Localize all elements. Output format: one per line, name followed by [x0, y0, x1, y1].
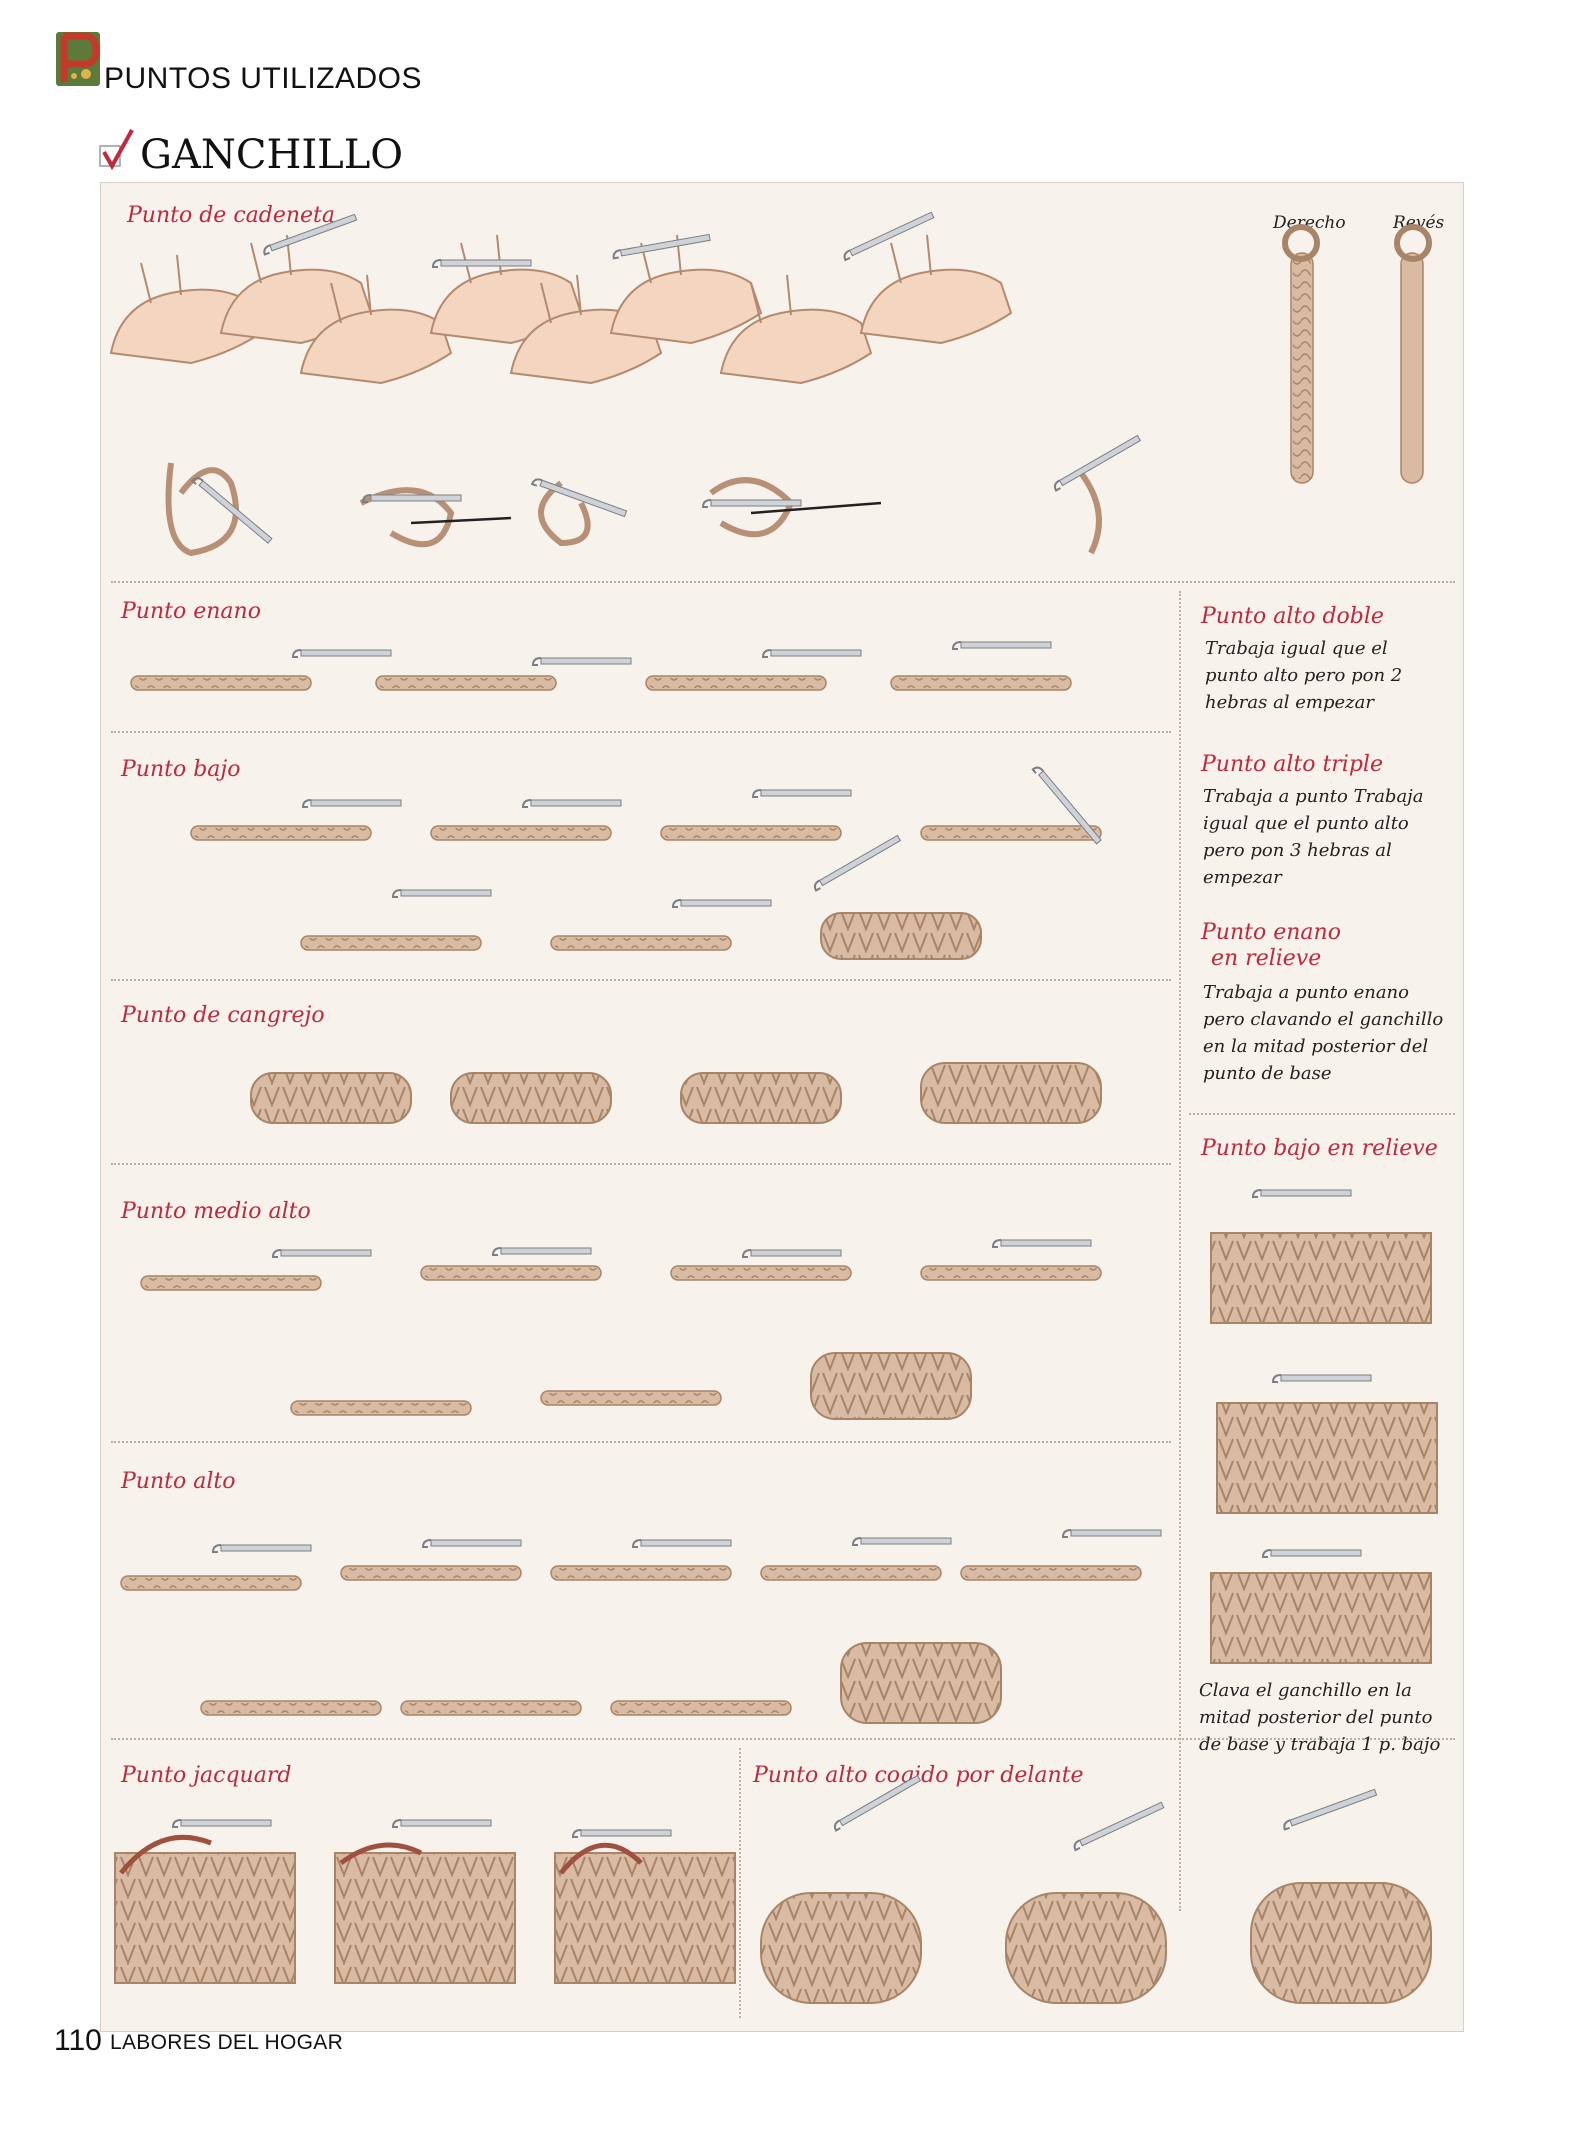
- magazine-name: LABORES DEL HOGAR: [110, 2031, 344, 2054]
- label-punto-enano: Punto enano: [121, 599, 261, 624]
- cadeneta-step-4: [721, 212, 1011, 383]
- label-reves: Revés: [1393, 213, 1445, 233]
- checkmark-icon: [96, 128, 140, 174]
- stitch-panel: [100, 182, 1464, 2032]
- label-punto-bajo: Punto bajo: [121, 757, 241, 782]
- label-punto-cangrejo: Punto de cangrejo: [121, 1003, 325, 1028]
- sidebar-title-enano-relieve-1: Punto enano: [1201, 920, 1341, 945]
- sidebar-text-alto-triple: Trabaja a punto Trabaja igual que el punto alto pero pon 3 hebras al empezar: [1203, 786, 1424, 888]
- label-punto-medio-alto: Punto medio alto: [121, 1199, 311, 1224]
- sidebar-title-alto-triple: Punto alto triple: [1201, 752, 1383, 777]
- sidebar-title-bajo-relieve: Punto bajo en relieve: [1201, 1136, 1438, 1161]
- sidebar-title-alto-doble: Punto alto doble: [1201, 604, 1384, 629]
- sidebar-title-enano-relieve-2: en relieve: [1211, 946, 1322, 971]
- sidebar-text-alto-doble: Trabaja igual que el punto alto pero pon 2 hebras al empezar: [1205, 638, 1403, 713]
- section-subtitle: GANCHILLO: [140, 132, 404, 178]
- stitch-illustrations: [101, 183, 1463, 2031]
- sidebar-text-enano-relieve: Trabaja a punto enano pero clavando el ganchillo en la mitad posterior del punto de base: [1203, 982, 1444, 1084]
- label-punto-jacquard: Punto jacquard: [121, 1763, 292, 1788]
- sidebar-caption-bajo-relieve: Clava el ganchillo en la mitad posterior del punto de base y trabaja 1 p. bajo: [1199, 1680, 1441, 1755]
- page-title: PUNTOS UTILIZADOS: [104, 62, 422, 95]
- label-derecho: Derecho: [1273, 213, 1346, 233]
- label-punto-cadeneta: Punto de cadeneta: [127, 203, 336, 228]
- label-punto-alto: Punto alto: [121, 1469, 236, 1494]
- ornamental-initial-logo: [52, 28, 104, 90]
- page-number: 110: [54, 2024, 102, 2057]
- label-punto-alto-cogido-delante: Punto alto cogido por delante: [753, 1763, 1084, 1788]
